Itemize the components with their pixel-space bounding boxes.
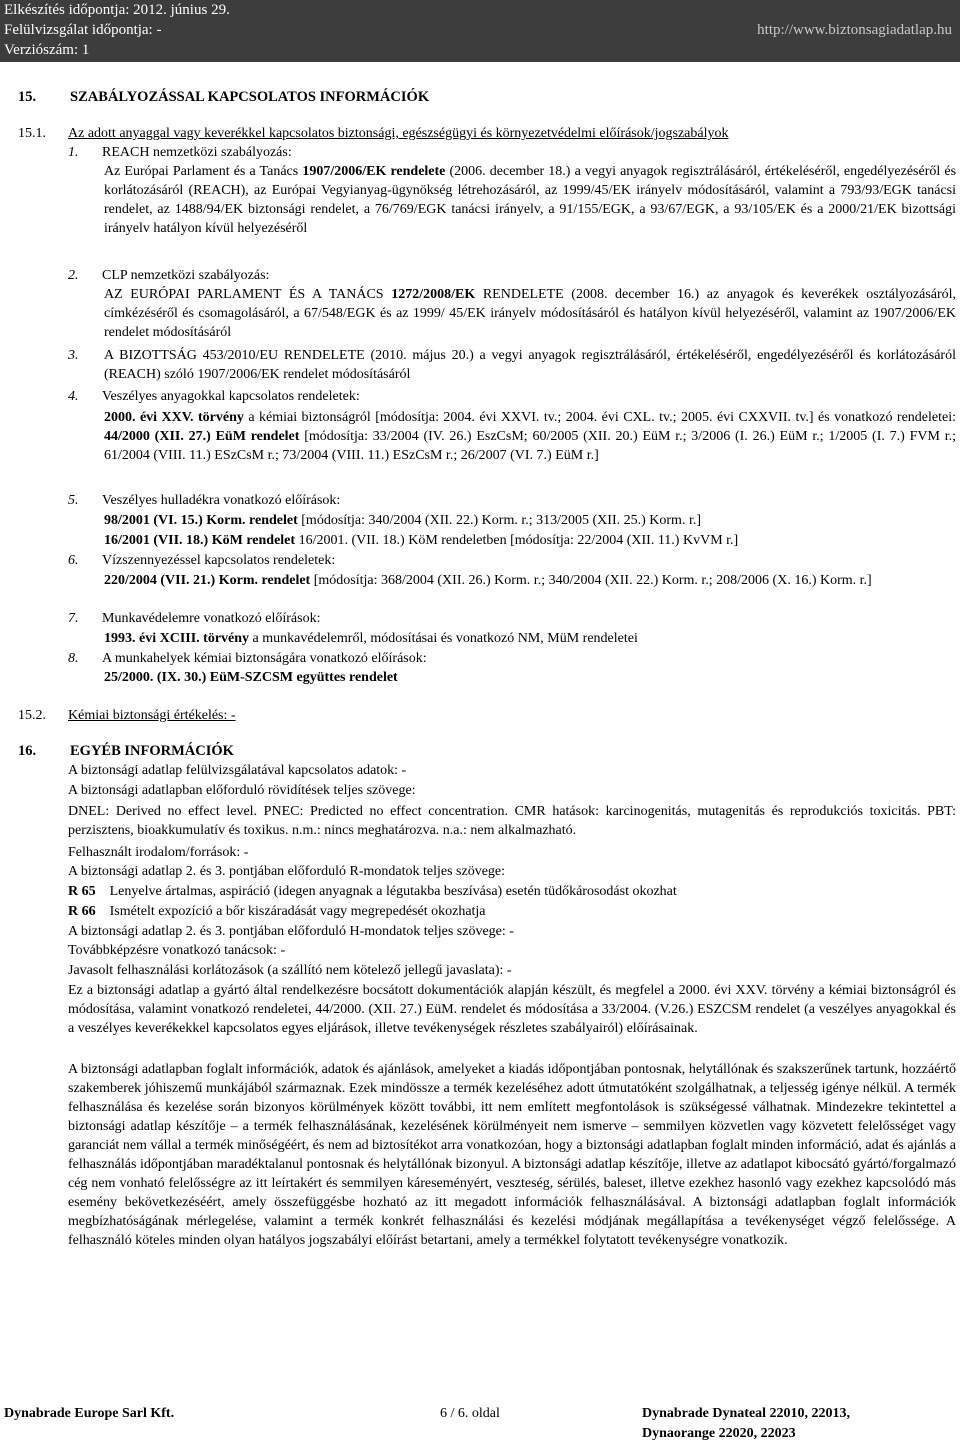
product-line-1: Dynabrade Dynateal 22010, 22013, [642,1406,851,1421]
labour-text [104,629,956,648]
subsection-15-1-title: Az adott anyaggal vagy keverékkel kapcsolatos biztonsági, egészségügyi és környezetvédelmi előírások/jogszabályok [68,126,729,141]
reg-item-6-number: 6. [68,553,79,568]
header-meta [0,0,560,62]
restrictions-line: Javasolt felhasználási korlátozások (a szállító nem kötelező jellegű javaslata): - [68,963,512,978]
page-number: 6 / 6. oldal [440,1406,500,1421]
created-date: Elkészítés időpontja: 2012. június 29. [4,2,230,18]
reg-item-6-label: Vízszennyezéssel kapcsolatos rendeletek: [102,553,336,568]
abbreviations-text: DNEL: Derived no effect level. PNEC: Predicted no effect concentration. CMR hatások: karcinogenitás, mutagenitás és reprodukciós toxicitás. PBT: perzisztens, bioakkumulatív és toxikus. n.m.: nincs meghatározva. n.a.: nem alkalmazható. [68,804,956,838]
company-name: Dynabrade Europe Sarl Kft. [4,1406,175,1421]
disclaimer-paragraph: A biztonsági adatlapban foglalt információk, adatok és ajánlások, amelyeket a kiadás időpontjában pontosnak, helytállónak és szakszerűnek tartunk, hozzáértő szakemberek jóhiszemű munkájából származnak. Ezek mindössze a termék kezeléséhez adott útmutatóként szolgálhatnak, a teljesség igénye nélkül. A termék felhasználása és kezelése során bizonyos körülmények között további, itt nem említett megfontolások is szükségessé válhatnak. Mindezekre tekintettel a biztonsági adatlap készítője – a termék felhasználásának, kezelésének körülményeit nem ismerve – semmilyen közvetlen vagy közvetett felelősséget vagy garanciát nem vállal a termék minőségéért, és nem ad biztosítékot arra vonatkozóan, hogy a biztonsági adatlapban foglalt minden információ, adat és ajánlás a felhasználás időpontjában maradéktalanul pontosnak és helytállónak bizonyul. A biztonsági adatlap készítője, illetve az adatlapot kibocsátó gyártó/forgalmazó cég nem vonható felelősségre az itt leírtakért és semmilyen káreseményért, veszteség, sérülés, baleset, illetve ezekhez hasonló vagy ezekhez kapcsolódó más esemény bekövetkezéséért, amely összefüggésbe hozható az itt megadott információk felhasználásával. A biztonsági adatlapban foglalt információk megbízhatóságának mérlegelése, valamint a termék konkrét felhasználási és kezelési módjának megállapítása a tevékenységet végző felelőssége. A felhasználó köteles minden olyan hatályos jogszabályi előírást betartani, amely a termékkel folytatott tevékenységre vonatkozik. [68,1062,956,1248]
reach-post: (2006. december 18.) a vegyi anyagok regisztrálásáról, értékeléséről, engedélyezéséről és korlátozásáról (REACH), az Európai Vegyianyag-ügynökség létrehozásáról, az 1999/45/EK irányelv módosításáról, valamint a 793/93/EGK tanácsi rendelet, az 1488/94/EK biztonsági rendelet, a 76/769/EGK tanácsi irányelv, a 91/155/EGK, a 93/67/EGK, a 93/105/EK és a 2000/21/EK bizottsági irányelv hatályon kívül helyezéséről [104,164,957,236]
labour-law-text: a munkavédelemről, módosításai és vonatkozó NM, MüM rendeletei [252,631,638,646]
subsection-15-1 [18,124,729,143]
chem-safety-text [104,408,956,465]
r65-phrase [68,882,956,901]
workplace-text [104,668,956,687]
section-16-title: EGYÉB INFORMÁCIÓK [70,743,234,759]
abbreviations-heading: A biztonsági adatlapban előforduló rövidítések teljes szövege: [68,783,416,798]
section-15-heading [18,88,429,107]
subsection-15-2 [18,706,236,725]
clp-pre: AZ EURÓPAI PARLAMENT ÉS A TANÁCS [104,287,384,302]
waste-decree-text: [módosítja: 340/2004 (XII. 22.) Korm. r.; 313/2005 (XII. 25.) Korm. r.] [301,513,701,528]
reg-item-1 [68,143,956,162]
chem-law-text: a kémiai biztonságról [módosítja: 2004. évi XXVI. tv.; 2004. évi CXL. tv.; 2005. évi CXXVII. tv.] és vonatkozó rendeletei: [248,410,956,425]
workplace-decree-bold: 25/2000. (IX. 30.) EüM-SZCSM együttes rendelet [104,670,398,685]
reg-item-2-label: CLP nemzetközi szabályozás: [102,268,270,283]
reg-item-4-number: 4. [68,389,79,404]
clp-text [104,285,956,342]
reg-item-6 [68,551,956,570]
reg-item-3-number: 3. [68,348,79,363]
product-line-2: Dynaorange 22020, 22023 [642,1426,796,1441]
reg-item-7-label: Munkavédelemre vonatkozó előírások: [102,611,321,626]
reg-item-7 [68,609,956,628]
clp-post: RENDELETE (2008. december 16.) az anyagok és keverékek osztályozásáról, címkézéséről és csomagolásáról, a 67/548/EGK és az 1999/ 45/EK irányelv módosításáról és hatályon kívül helyezéséről, valamint az 1907/2006/EK rendelet módosításáról [104,287,957,340]
water-text [104,571,956,590]
reg-item-7-number: 7. [68,611,79,626]
reg-item-8-label: A munkahelyek kémiai biztonságára vonatkozó előírások: [102,651,427,666]
chem-law-bold: 2000. évi XXV. törvény [104,410,244,425]
clp-bold: 1272/2008/EK [391,287,476,302]
compliance-paragraph: Ez a biztonsági adatlap a gyártó által rendelkezésre bocsátott dokumentációk alapján készült, és megfelel a 2000. évi XXV. törvény a kémiai biztonságról és módosítása, valamint vonatkozó rendeletei, 44/2000. (XII. 27.) EüM. rendelet és módosítása a 33/2004. (V.26.) ESZCSM rendelet (a veszélyes anyagokkal és a veszélyes keverékekkel kapcsolatos egyes eljárások, illetve tevékenységek részletes szabályairól) előírásainak. [68,983,956,1036]
eum-decree-bold: 44/2000 (XII. 27.) EüM rendelet [104,429,300,444]
subsection-15-2-number: 15.2. [18,708,46,723]
reach-pre: Az Európai Parlament és a Tanács [104,164,299,179]
r66-text: Ismételt expozíció a bőr kiszáradását vagy megrepedését okozhatja [109,904,486,919]
subsection-15-1-number: 15.1. [18,126,46,141]
r66-phrase [68,902,956,921]
section-15-title: SZABÁLYOZÁSSAL KAPCSOLATOS INFORMÁCIÓK [70,89,430,105]
reg-item-1-number: 1. [68,145,79,160]
labour-law-bold: 1993. évi XCIII. törvény [104,631,250,646]
section-15-number: 15. [18,89,37,105]
reg-item-2-number: 2. [68,268,79,283]
reg-item-1-label: REACH nemzetközi szabályozás: [102,145,292,160]
kom-decree-text: 16/2001. (VII. 18.) KöM rendeletben [módosítja: 22/2004 (XII. 11.) KvVM r.] [298,533,739,548]
r-phrases-heading: A biztonsági adatlap 2. és 3. pontjában előforduló R-mondatok teljes szövege: [68,864,506,879]
r65-text: Lenyelve ártalmas, aspiráció (idegen anyagnak a légutakba beszívása) esetén tüdőkárosodást okozhat [109,884,677,899]
version-number: Verziószám: 1 [4,42,90,58]
revision-data-line: A biztonsági adatlap felülvizsgálatával kapcsolatos adatok: - [68,763,407,778]
reg-item-5 [68,491,956,510]
page-footer [0,1404,960,1442]
product-names [642,1404,942,1444]
literature-line: Felhasznált irodalom/források: - [68,845,249,860]
training-line: Továbbképzésre vonatkozó tanácsok: - [68,943,286,958]
section-16-number: 16. [18,743,37,759]
waste-decree-bold: 98/2001 (VI. 15.) Korm. rendelet [104,513,298,528]
water-decree-text: [módosítja: 368/2004 (XII. 26.) Korm. r.; 340/2004 (XII. 22.) Korm. r.; 208/2006 (X. 16.) Korm. r.] [313,573,872,588]
waste-line-1 [104,511,956,530]
reach-text [104,162,956,238]
r66-code: R 66 [68,904,96,919]
water-decree-bold: 220/2004 (VII. 21.) Korm. rendelet [104,573,311,588]
r65-code: R 65 [68,884,96,899]
reach-bold: 1907/2006/EK rendelete [302,164,446,179]
reg-item-5-number: 5. [68,493,79,508]
section-16-heading [18,742,234,761]
reg-item-3-text: A BIZOTTSÁG 453/2010/EU RENDELETE (2010. május 20.) a vegyi anyagok regisztrálásáról, értékeléséről, engedélyezéséről és korlátozásáról (REACH) szóló 1907/2006/EK rendelet módosításáról [104,348,956,382]
kom-decree-bold: 16/2001 (VII. 18.) KöM rendelet [104,533,296,548]
h-phrases-heading: A biztonsági adatlap 2. és 3. pontjában előforduló H-mondatok teljes szövege: - [68,924,514,939]
reg-item-2 [68,266,956,285]
eum-decree-text: [módosítja: 33/2004 (IV. 26.) EszCsM; 60/2005 (XII. 20.) EüM r.; 3/2006 (I. 26.) EüM r.; 1/2005 (I. 7.) FVM r.; 61/2004 (VIII. 11.) ESzCsM r.; 73/2004 (VIII. 11.) ESzCsM r.; 26/2007 (VI. 7.) EüM r.] [104,429,957,463]
waste-line-2 [104,531,956,550]
page-header [0,0,960,62]
website-link[interactable]: http://www.biztonsagiadatlap.hu [757,22,952,38]
reg-item-5-label: Veszélyes hulladékra vonatkozó előírások: [102,493,341,508]
reg-item-8-number: 8. [68,651,79,666]
reg-item-8 [68,649,956,668]
reg-item-4-label: Veszélyes anyagokkal kapcsolatos rendeletek: [102,389,360,404]
revision-date: Felülvizsgálat időpontja: - [4,22,162,38]
reg-item-4 [68,387,956,406]
subsection-15-2-title: Kémiai biztonsági értékelés: - [68,708,236,723]
